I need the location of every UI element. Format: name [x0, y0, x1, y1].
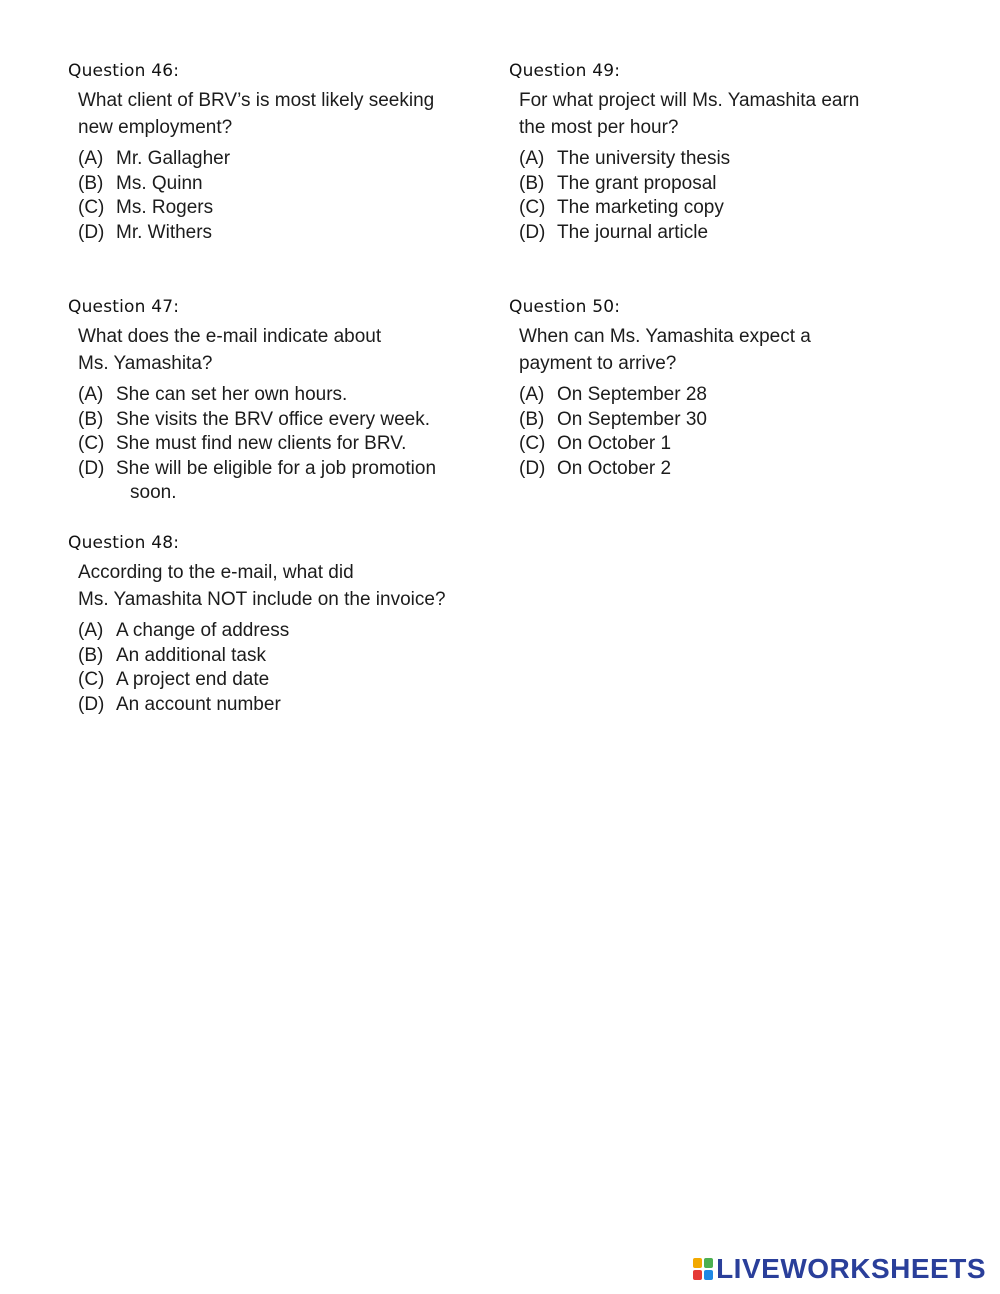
answer-option-d-continuation: soon. [130, 482, 177, 503]
answer-option-d: (D) The journal article [519, 221, 709, 243]
logo-text: LIVEWORKSHEETS [716, 1253, 986, 1284]
question-50 [509, 297, 919, 481]
answer-option-d: (D) An account number [78, 693, 281, 715]
question-label: Question 49: [509, 61, 621, 81]
answer-option-b: (B) On September 30 [519, 408, 707, 430]
answer-option-c: (C) A project end date [78, 669, 270, 690]
answer-option-d: (D) She will be eligible for a job promotion soon. [78, 457, 478, 506]
answer-option-a: (A) On September 28 [519, 384, 707, 405]
answer-option-b: (B) Ms. Quinn [78, 172, 203, 194]
question-stem: When can Ms. Yamashita expect a payment to arrive? [519, 326, 811, 374]
answer-option-c: (C) Ms. Rogers [78, 197, 214, 218]
question-label: Question 47: [68, 297, 180, 317]
answer-option-d: (D) Mr. Withers [78, 221, 213, 243]
answer-options [68, 619, 498, 717]
answer-option-c: (C) On October 1 [519, 433, 672, 454]
answer-options [509, 383, 919, 481]
answer-options [509, 147, 919, 245]
answer-option-b: (B) The grant proposal [519, 172, 717, 194]
question-stem: According to the e-mail, what did Ms. Yamashita NOT include on the invoice? [78, 562, 446, 610]
question-46 [68, 61, 478, 245]
answer-option-c: (C) She must find new clients for BRV. [78, 433, 407, 454]
answer-option-b: (B) She visits the BRV office every week. [78, 408, 431, 430]
question-label: Question 48: [68, 533, 180, 553]
answer-option-a: (A) A change of address [78, 620, 290, 641]
answer-option-a: (A) Mr. Gallagher [78, 148, 231, 169]
question-49 [509, 61, 919, 245]
question-48 [68, 533, 498, 717]
answer-option-d: (D) On October 2 [519, 457, 672, 479]
question-stem: What client of BRV’s is most likely seeking new employment? [78, 90, 435, 138]
answer-option-a: (A) The university thesis [519, 148, 731, 169]
liveworksheets-logo [693, 1254, 986, 1284]
answer-options [68, 383, 478, 506]
question-stem: For what project will Ms. Yamashita earn the most per hour? [519, 90, 860, 138]
question-label: Question 46: [68, 61, 180, 81]
question-47 [68, 297, 478, 506]
question-label: Question 50: [509, 297, 621, 317]
answer-option-b: (B) An additional task [78, 644, 266, 666]
answer-options [68, 147, 478, 245]
question-stem: What does the e-mail indicate about Ms. Yamashita? [78, 326, 382, 374]
answer-option-c: (C) The marketing copy [519, 197, 724, 218]
answer-option-a: (A) She can set her own hours. [78, 384, 348, 405]
liveworksheets-logo-icon [693, 1258, 713, 1280]
